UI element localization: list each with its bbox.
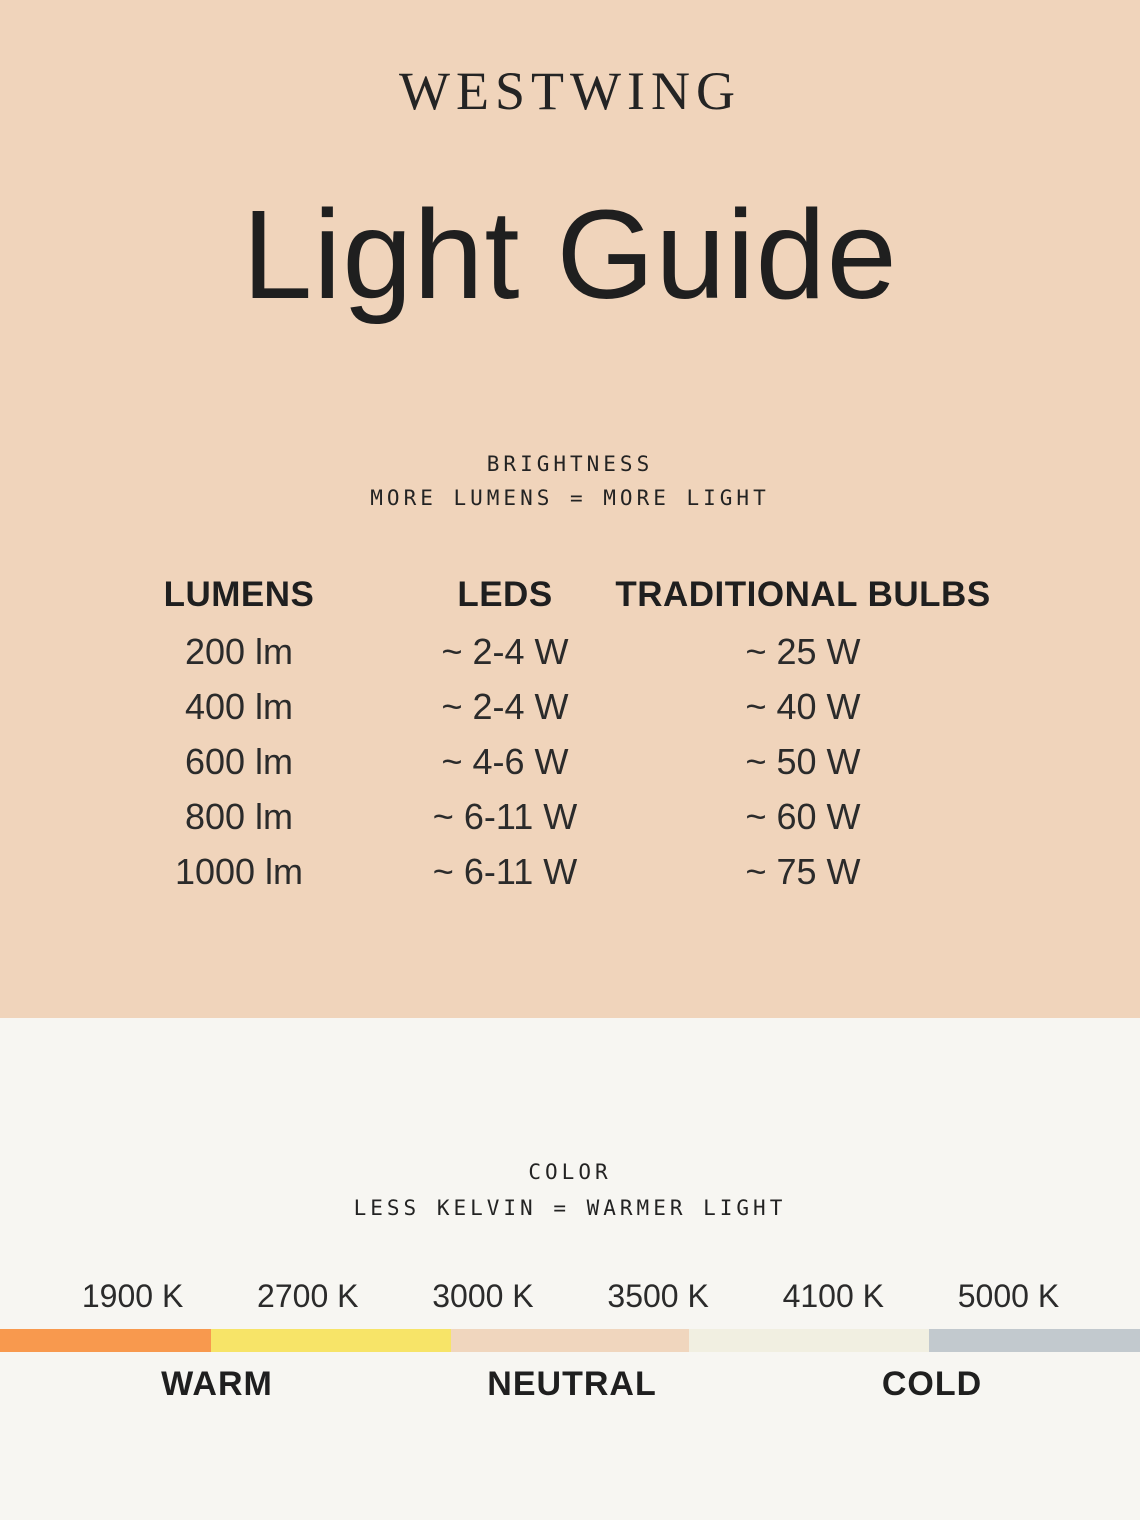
kelvin-label: 1900 K bbox=[81, 1278, 184, 1314]
column-header-lumens: LUMENS bbox=[163, 575, 315, 614]
kelvin-label: 4100 K bbox=[782, 1278, 884, 1314]
color-bar-segment-neutral-cream bbox=[689, 1329, 929, 1352]
kelvin-label: 5000 K bbox=[957, 1278, 1060, 1314]
page-title: Light Guide bbox=[242, 184, 898, 325]
kelvin-label: 2700 K bbox=[257, 1278, 359, 1314]
lumens-table bbox=[0, 570, 1140, 930]
table-cell: 400 lm bbox=[184, 686, 294, 727]
brightness-heading: BRIGHTNESS bbox=[486, 452, 654, 476]
column-values-leds bbox=[433, 624, 577, 899]
table-cell: ~ 25 W bbox=[745, 631, 861, 672]
color-bar-segment-cold-gray bbox=[929, 1329, 1140, 1352]
column-header-leds: LEDS bbox=[457, 575, 553, 614]
table-column-leds bbox=[433, 570, 577, 899]
brightness-subheading: MORE LUMENS = MORE LIGHT bbox=[370, 486, 770, 510]
color-bar-segment-warm-yellow bbox=[211, 1329, 451, 1352]
table-cell: ~ 4-6 W bbox=[441, 741, 569, 782]
table-cell: ~ 2-4 W bbox=[441, 631, 569, 672]
table-column-traditional-bulbs bbox=[615, 570, 990, 899]
table-cell: 600 lm bbox=[184, 741, 294, 782]
color-subheading: LESS KELVIN = WARMER LIGHT bbox=[353, 1196, 787, 1220]
temperature-label-neutral: NEUTRAL bbox=[487, 1365, 657, 1403]
table-cell: ~ 6-11 W bbox=[432, 851, 578, 892]
kelvin-label: 3500 K bbox=[607, 1278, 709, 1314]
color-temperature-bar bbox=[0, 1329, 1140, 1352]
table-cell: ~ 6-11 W bbox=[432, 796, 578, 837]
color-temperature-section bbox=[0, 1018, 1140, 1520]
column-header-traditional-bulbs: TRADITIONAL BULBS bbox=[615, 575, 991, 614]
brand-logo: WESTWING bbox=[399, 61, 741, 121]
table-column-lumens bbox=[164, 570, 315, 899]
color-heading: COLOR bbox=[528, 1160, 612, 1184]
column-values-traditional-bulbs bbox=[615, 624, 990, 899]
column-values-lumens bbox=[164, 624, 315, 899]
table-cell: ~ 40 W bbox=[745, 686, 861, 727]
table-cell: ~ 60 W bbox=[745, 796, 861, 837]
temperature-label-warm: WARM bbox=[161, 1365, 273, 1403]
temperature-label-cold: COLD bbox=[881, 1365, 983, 1403]
color-bar-segment-warm-orange bbox=[0, 1329, 211, 1352]
table-cell: ~ 75 W bbox=[745, 851, 861, 892]
table-cell: ~ 50 W bbox=[745, 741, 861, 782]
kelvin-label: 3000 K bbox=[432, 1278, 534, 1314]
kelvin-scale bbox=[0, 1276, 1140, 1316]
table-cell: 1000 lm bbox=[174, 851, 304, 892]
table-cell: ~ 2-4 W bbox=[441, 686, 569, 727]
table-cell: 200 lm bbox=[184, 631, 294, 672]
color-bar-segment-neutral-peach bbox=[451, 1329, 689, 1352]
table-cell: 800 lm bbox=[184, 796, 294, 837]
